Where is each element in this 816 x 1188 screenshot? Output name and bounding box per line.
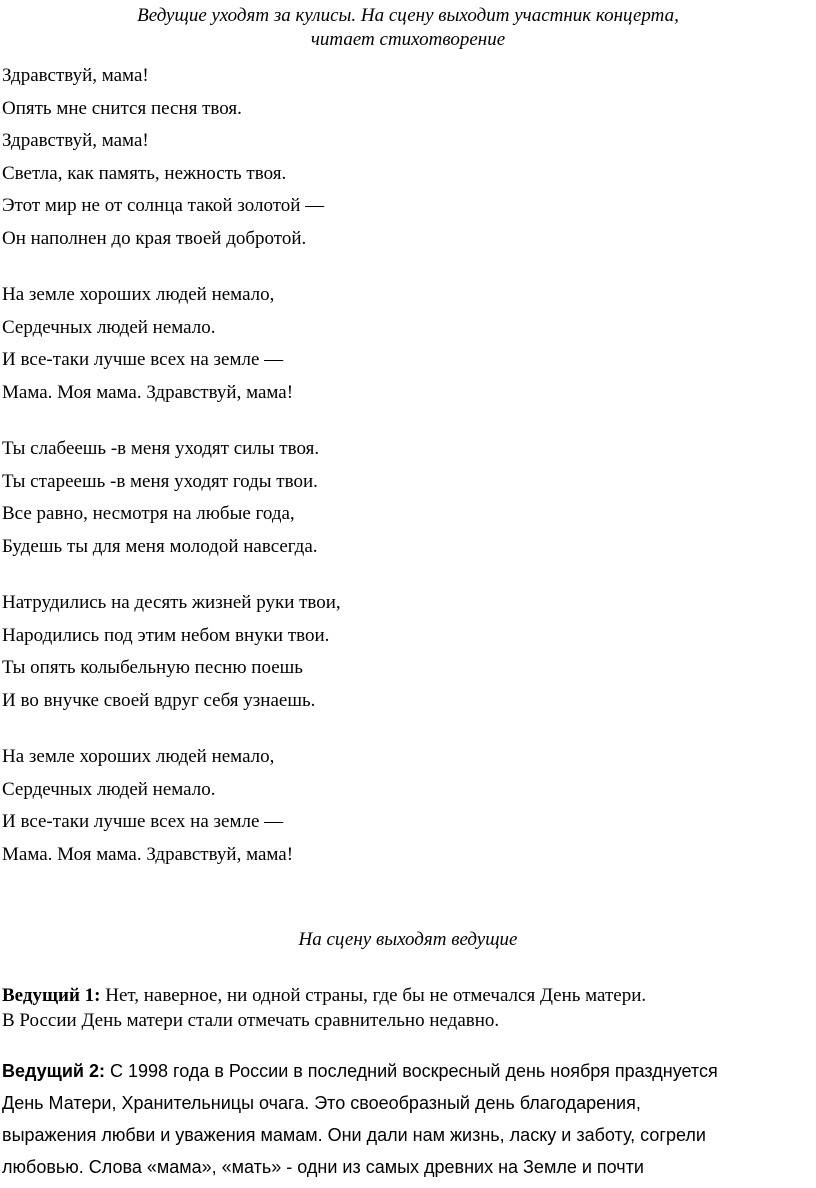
poem-line: Все равно, несмотря на любые года, — [2, 503, 295, 524]
speech-line: выражения любви и уважения мамам. Они дали нам жизнь, ласку и заботу, согрели — [2, 1125, 706, 1145]
speech-line: День Матери, Хранительницы очага. Это своеобразный день благодарения, — [2, 1093, 641, 1113]
stage-direction-line: Ведущие уходят за кулисы. На сцену выходит участник концерта, — [137, 5, 679, 26]
speech-line — [2, 1055, 812, 1087]
speech-host-1 — [2, 983, 812, 1033]
poem-line: Он наполнен до края твоей добротой. — [2, 227, 307, 249]
poem-line: Опять мне снится песня твоя. — [2, 97, 242, 119]
poem-stanza — [2, 741, 802, 871]
poem-line: И все-таки лучше всех на земле — — [2, 811, 284, 832]
speech-line — [2, 983, 812, 1008]
poem-line: Натрудились на десять жизней руки твои, — [2, 592, 341, 613]
poem-line: Народились под этим небом внуки твои. — [2, 624, 330, 646]
poem-line: Мама. Моя мама. Здравствуй, мама! — [2, 381, 294, 403]
stage-direction-intro — [0, 4, 816, 52]
poem-line: Сердечных людей немало. — [2, 778, 216, 800]
poem-line: На земле хороших людей немало, — [2, 746, 275, 767]
stage-direction-line: читает стихотворение — [310, 29, 506, 50]
poem-line: И во внучке своей вдруг себя узнаешь. — [2, 689, 316, 711]
speech-line: В России День матери стали отмечать сравнительно недавно. — [2, 1010, 500, 1031]
poem-stanza — [2, 279, 802, 409]
speaker-label: Ведущий 1: — [2, 985, 101, 1006]
poem-line: Светла, как память, нежность твоя. — [2, 162, 287, 184]
speech-host-2 — [2, 1055, 812, 1183]
poem-line: Этот мир не от солнца такой золотой — — [2, 195, 325, 216]
poem-line: Здравствуй, мама! — [2, 65, 149, 86]
poem-line: Ты опять колыбельную песню поешь — [2, 657, 303, 678]
speaker-label: Ведущий 2: — [2, 1061, 105, 1081]
poem-line: Мама. Моя мама. Здравствуй, мама! — [2, 843, 294, 865]
poem-line: Ты слабеешь -в меня уходят силы твоя. — [2, 438, 320, 459]
poem-line: На земле хороших людей немало, — [2, 284, 275, 305]
poem — [2, 60, 802, 895]
stage-direction-hosts: На сцену выходят ведущие — [298, 929, 518, 950]
speech-line: любовью. Слова «мама», «мать» - одни из самых древних на Земле и почти — [2, 1157, 644, 1177]
poem-stanza — [2, 433, 802, 563]
poem-line: И все-таки лучше всех на земле — — [2, 349, 284, 370]
poem-line: Здравствуй, мама! — [2, 130, 149, 151]
speech-text: Нет, наверное, ни одной страны, где бы не отмечался День матери. — [100, 985, 647, 1006]
poem-line: Ты стареешь -в меня уходят годы твои. — [2, 470, 318, 492]
speech-text: С 1998 года в России в последний воскресный день ноября празднуется — [105, 1061, 718, 1081]
poem-line: Сердечных людей немало. — [2, 316, 216, 338]
poem-stanza — [2, 60, 802, 255]
poem-line: Будешь ты для меня молодой навсегда. — [2, 535, 318, 557]
poem-stanza — [2, 587, 802, 717]
